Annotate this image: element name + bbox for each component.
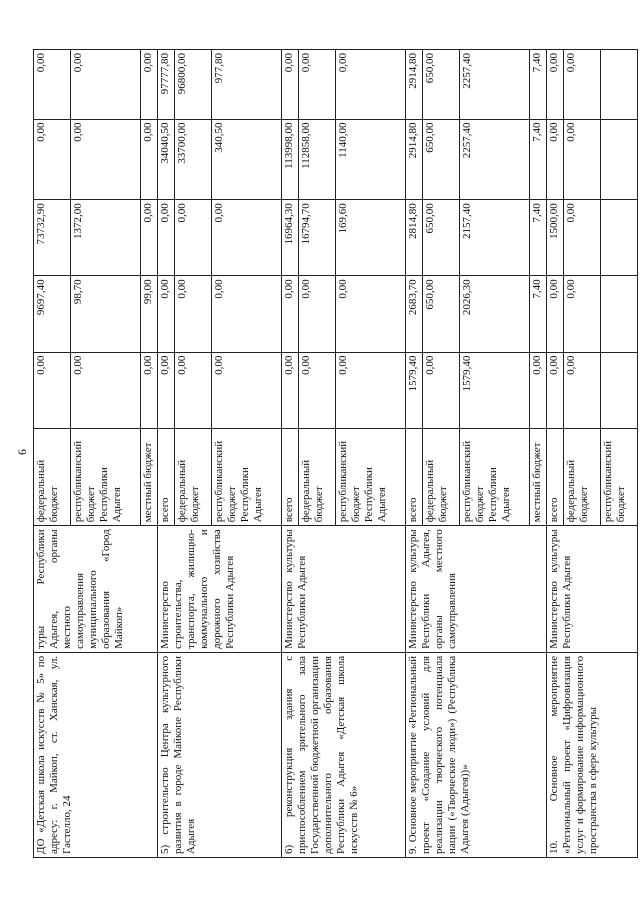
value-cell: 2257,40	[459, 50, 529, 120]
funding-source: местный бюджет	[141, 428, 158, 525]
measure-description: 6) реконструкция здания с приспособлением зрительного зала Государственной бюджетной организации дополнительного образования Республики Адыгея «Детская школа искусств № 6»	[282, 652, 406, 857]
value-cell: 0,00	[282, 352, 299, 428]
value-cell	[600, 119, 637, 200]
funding-source: местный бюджет	[530, 428, 547, 525]
value-cell: 0,00	[141, 352, 158, 428]
value-cell: 0,00	[299, 352, 336, 428]
value-cell	[600, 276, 637, 352]
value-cell: 0,00	[299, 50, 336, 120]
budget-table	[33, 49, 638, 858]
value-cell: 340,50	[211, 119, 281, 200]
funding-source: федеральный бюджет	[423, 428, 460, 525]
value-cell: 2914,80	[406, 119, 423, 200]
value-cell: 650,00	[423, 50, 460, 120]
value-cell: 0,00	[530, 352, 547, 428]
funding-source: федеральный бюджет	[34, 428, 71, 525]
table-row	[282, 50, 299, 858]
executor-cell: Министерство культуры Республики Адыгея	[282, 526, 406, 653]
value-cell: 2026,30	[459, 276, 529, 352]
value-cell: 0,00	[70, 119, 140, 200]
value-cell	[600, 50, 637, 120]
table-row	[34, 50, 71, 858]
value-cell: 977,80	[211, 50, 281, 120]
value-cell: 0,00	[175, 276, 212, 352]
value-cell: 0,00	[547, 276, 564, 352]
funding-source: республиканский бюджет Республики Адыгея	[459, 428, 529, 525]
executor-cell: туры Республики Адыгея, органы местного самоуправления муниципального образования «Город Майкоп»	[34, 526, 158, 653]
value-cell: 0,00	[335, 50, 405, 120]
value-cell: 169,60	[335, 200, 405, 276]
measure-description: 5) строительство Центра культурного развития в городе Майкопе Республики Адыгея	[158, 652, 282, 857]
value-cell: 0,00	[141, 200, 158, 276]
value-cell: 7,40	[530, 119, 547, 200]
value-cell: 0,00	[141, 50, 158, 120]
funding-source: федеральный бюджет	[299, 428, 336, 525]
value-cell: 0,00	[34, 352, 71, 428]
value-cell: 1579,40	[406, 352, 423, 428]
value-cell: 7,40	[530, 276, 547, 352]
value-cell: 97777,80	[158, 50, 175, 120]
value-cell: 650,00	[423, 119, 460, 200]
funding-source: республиканский бюджет Республики Адыгея	[211, 428, 281, 525]
value-cell: 650,00	[423, 276, 460, 352]
value-cell: 2814,80	[406, 200, 423, 276]
funding-source: всего	[282, 428, 299, 525]
value-cell: 0,00	[547, 50, 564, 120]
value-cell: 0,00	[282, 50, 299, 120]
value-cell: 2914,80	[406, 50, 423, 120]
executor-cell: Министерство культуры Республики Адыгея, органы местного самоуправления	[406, 526, 547, 653]
value-cell: 0,00	[564, 50, 601, 120]
value-cell: 0,00	[547, 352, 564, 428]
value-cell: 0,00	[175, 352, 212, 428]
value-cell: 0,00	[564, 119, 601, 200]
value-cell: 0,00	[34, 119, 71, 200]
value-cell: 0,00	[70, 50, 140, 120]
value-cell: 0,00	[34, 50, 71, 120]
value-cell: 9697,40	[34, 276, 71, 352]
value-cell: 1579,40	[459, 352, 529, 428]
value-cell: 0,00	[70, 352, 140, 428]
value-cell: 0,00	[141, 119, 158, 200]
value-cell: 0,00	[547, 119, 564, 200]
value-cell: 33700,00	[175, 119, 212, 200]
value-cell: 0,00	[158, 276, 175, 352]
value-cell: 650,00	[423, 200, 460, 276]
table-row	[547, 50, 564, 858]
value-cell: 2257,40	[459, 119, 529, 200]
value-cell: 0,00	[423, 352, 460, 428]
value-cell: 113998,00	[282, 119, 299, 200]
value-cell: 7,40	[530, 200, 547, 276]
measure-description: 10. Основное мероприятие «Региональный проект «Цифровизация услуг и формирование информационного пространства в сфере культуры	[547, 652, 638, 857]
value-cell: 34040,50	[158, 119, 175, 200]
value-cell	[600, 200, 637, 276]
value-cell: 1500,00	[547, 200, 564, 276]
value-cell: 0,00	[158, 200, 175, 276]
value-cell: 98,70	[70, 276, 140, 352]
funding-source: республиканский бюджет	[600, 428, 637, 525]
value-cell: 2683,70	[406, 276, 423, 352]
value-cell: 0,00	[564, 200, 601, 276]
measure-description: 9. Основное мероприятие «Региональный проект «Создание условий для реализации творческого потенциала нации («Творческие люди») (Республика Адыгея (Адыгея))»	[406, 652, 547, 857]
table-row	[158, 50, 175, 858]
funding-source: федеральный бюджет	[175, 428, 212, 525]
value-cell: 0,00	[211, 352, 281, 428]
value-cell: 0,00	[282, 276, 299, 352]
value-cell: 0,00	[564, 352, 601, 428]
table-row	[406, 50, 423, 858]
value-cell: 96800,00	[175, 50, 212, 120]
value-cell: 0,00	[335, 276, 405, 352]
funding-source: республиканский бюджет Республики Адыгея	[335, 428, 405, 525]
value-cell: 2157,40	[459, 200, 529, 276]
value-cell: 112858,00	[299, 119, 336, 200]
funding-source: всего	[158, 428, 175, 525]
value-cell: 0,00	[211, 200, 281, 276]
value-cell: 0,00	[335, 352, 405, 428]
rotated-table-container	[33, 49, 638, 858]
funding-source: республиканский бюджет Республики Адыгея	[70, 428, 140, 525]
value-cell: 0,00	[175, 200, 212, 276]
value-cell	[600, 352, 637, 428]
funding-source: всего	[547, 428, 564, 525]
value-cell: 0,00	[211, 276, 281, 352]
funding-source: федеральный бюджет	[564, 428, 601, 525]
value-cell: 0,00	[564, 276, 601, 352]
measure-description: ДО «Детская школа искусств № 5» по адресу: г. Майкоп, ст. Ханская, ул. Гастелло, 24	[34, 652, 158, 857]
value-cell: 16964,30	[282, 200, 299, 276]
value-cell: 1140,00	[335, 119, 405, 200]
value-cell: 16794,70	[299, 200, 336, 276]
executor-cell: Министерство культуры Республики Адыгея	[547, 526, 638, 653]
funding-source: всего	[406, 428, 423, 525]
page-number: 6	[15, 449, 29, 455]
value-cell: 0,00	[299, 276, 336, 352]
value-cell: 73732,90	[34, 200, 71, 276]
value-cell: 99,00	[141, 276, 158, 352]
value-cell: 7,40	[530, 50, 547, 120]
value-cell: 0,00	[158, 352, 175, 428]
value-cell: 1372,00	[70, 200, 140, 276]
executor-cell: Министерство строительства, транспорта, жилищно-коммунального и дорожного хозяйства Республики Адыгея	[158, 526, 282, 653]
